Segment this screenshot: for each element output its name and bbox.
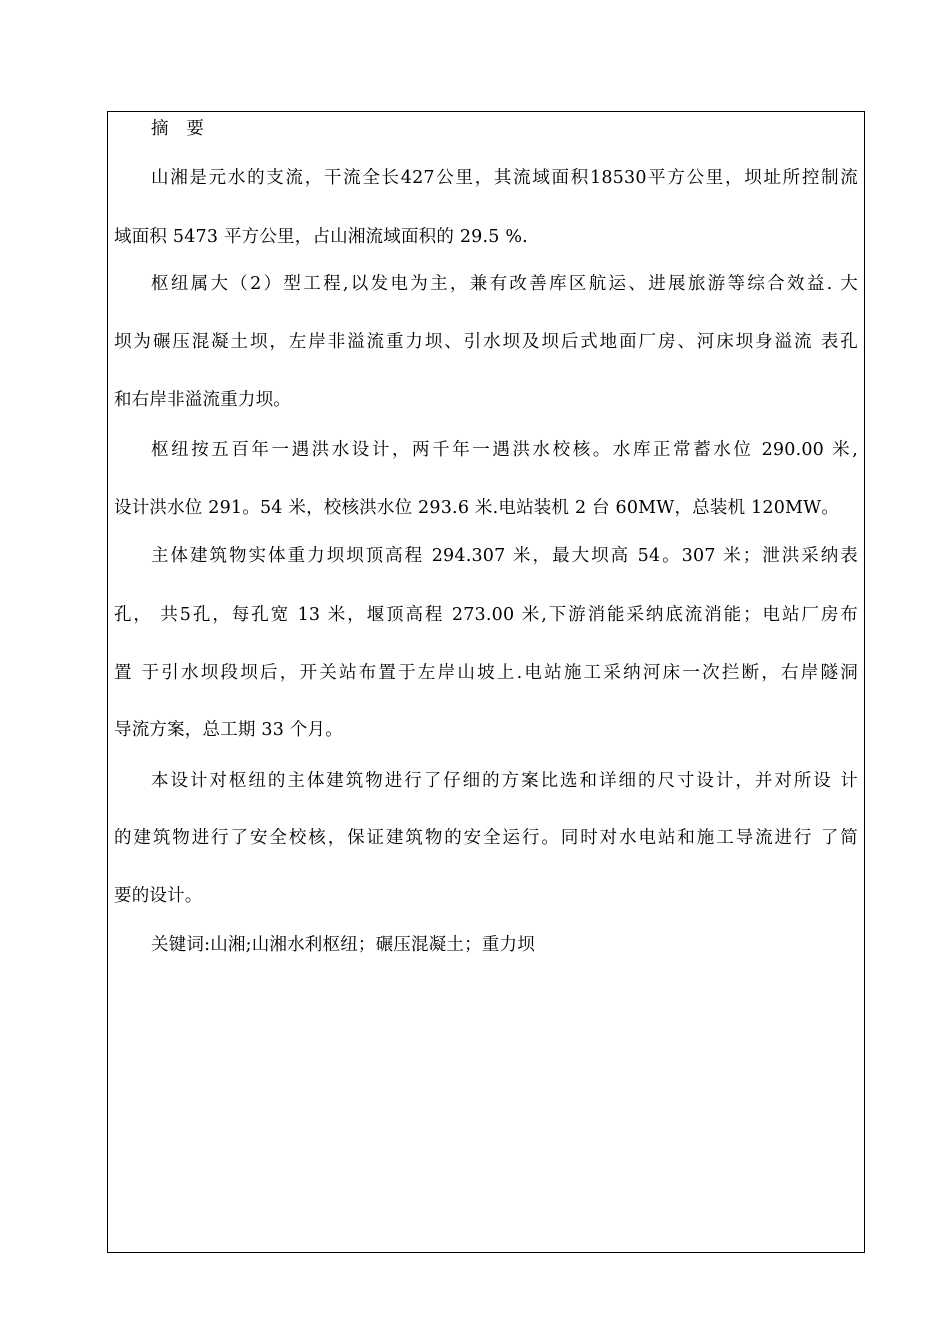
paragraph-4-line-4: 导流方案，总工期 33 个月。 bbox=[114, 720, 343, 740]
paragraph-5-line-1: 本设计对枢纽的主体建筑物进行了仔细的方案比选和详细的尺寸设计，并对所设 计 bbox=[151, 771, 858, 791]
paragraph-5-line-2: 的建筑物进行了安全校核，保证建筑物的安全运行。同时对水电站和施工导流进行 了简 bbox=[114, 828, 858, 848]
paragraph-2-line-1: 枢纽属大（2）型工程,以发电为主，兼有改善库区航运、进展旅游等综合效益. 大 bbox=[151, 274, 858, 294]
paragraph-3-line-2: 设计洪水位 291。54 米，校核洪水位 293.6 米.电站装机 2 台 60MW，总装机 120MW。 bbox=[114, 498, 840, 518]
paragraph-4-line-3: 置 于引水坝段坝后，开关站布置于左岸山坡上.电站施工采纳河床一次拦断，右岸隧洞 bbox=[114, 663, 858, 683]
paragraph-2-line-3: 和右岸非溢流重力坝。 bbox=[114, 390, 291, 410]
paragraph-4-line-1: 主体建筑物实体重力坝坝顶高程 294.307 米，最大坝高 54。307 米；泄洪采纳表 bbox=[151, 546, 858, 566]
paragraph-2-line-2: 坝为碾压混凝土坝，左岸非溢流重力坝、引水坝及坝后式地面厂房、河床坝身溢流 表孔 bbox=[114, 332, 858, 352]
paragraph-3-line-1: 枢纽按五百年一遇洪水设计，两千年一遇洪水校核。水库正常蓄水位 290.00 米, bbox=[151, 440, 858, 460]
abstract-heading: 摘 要 bbox=[151, 119, 205, 139]
paragraph-1-line-1: 山湘是元水的支流，干流全长427公里，其流域面积18530平方公里，坝址所控制流 bbox=[151, 168, 858, 188]
paragraph-5-line-3: 要的设计。 bbox=[114, 886, 203, 906]
paragraph-1-line-2: 域面积 5473 平方公里，占山湘流域面积的 29.5 %. bbox=[114, 227, 528, 247]
paragraph-4-line-2: 孔， 共5孔，每孔宽 13 米，堰顶高程 273.00 米,下游消能采纳底流消能；电站厂房布 bbox=[114, 605, 858, 625]
keywords-line: 关键词:山湘;山湘水利枢纽；碾压混凝土；重力坝 bbox=[151, 935, 535, 955]
